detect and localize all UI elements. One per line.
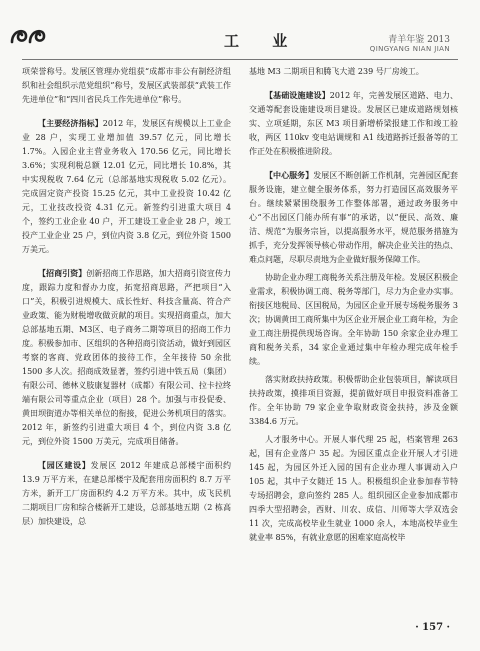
paragraph: 人才服务中心。开展人事代理 25 起，档案管理 263 起，国有企业落户 35 起。为园区重点企业开展人才引进 145 起，为园区外迁入园的国有企业办理人事调动入户 105 起，其中子女随迁 15 人。积极组织企业参加春节特专场招聘会，意向签约 285 人。组织园区企业参加成都市四季大型招聘会，西财、川农、成信、川师等大学双选会 11 次，完成高校毕业生就业 1000 余人，本地高校毕业生就业率 85%，有就业意愿的困难家庭高校毕 — [249, 435, 458, 542]
paragraph: 【园区建设】发展区 2012 年建成总部楼宇面积约 13.9 万平方米，在建总部楼宇及配套用房面积约 8.7 万平方米，新开工厂房面积约 4.2 万平方米。其中，成飞民机二期项目厂房和综合楼新开工建设，总部基地五期（2 栋高层）加快建设，总 — [22, 461, 231, 526]
right-column — [249, 65, 458, 625]
page-number: · 157 · — [415, 622, 450, 633]
section-tag: 【招商引资】 — [38, 269, 87, 278]
section-title: 工 业 — [224, 32, 302, 50]
section-tag: 【中心服务】 — [265, 171, 314, 180]
section-tag: 【主要经济指标】 — [38, 119, 103, 128]
section-tag: 【基础设施建设】 — [265, 91, 330, 100]
paragraph: 【中心服务】发展区不断创新工作机制，完善园区配套服务设施，建立健全服务体系，努力打造园区高效服务平台。继续紧紧围绕服务工作整体部署，通过政务服务中心“不出园区门能办所有事”的承诺，以“便民、高效、廉洁、规范”为服务宗旨，以提高服务水平，规范服务措施为抓手，充分发挥领导核心带动作用，解决企业关注的热点、难点问题，尽职尽责地为企业做好服务保障工作。 — [249, 171, 459, 264]
paragraph: 落实财政扶持政策。积极帮助企业包装项目，解读项目扶持政策，摸排项目资源，提前做好项目申报资料准备工作。全年协助 79 家企业争取财政资金扶持，涉及金额 3384.6 万元。 — [249, 375, 458, 426]
paragraph: 【招商引资】创新招商工作思路，加大招商引资宣传力度，跟踪力度和督办力度，拓宽招商思路，严把项目“入口”关，积极引进规模大、成长性好、科技含量高、符合产业政策、能为财税增收做贡献的项目。实现招商重点，加大总部基地五期、M3区、电子商务二期等项目的招商工作力度。积极参加市、区组织的各种招商引资活动，做好到园区考察的客商、党政团体的接待工作，全年接待 50 余批 1500 多人次。招商成效显著，签约引进中铁五局（集团）有限公司、德林义肢康复器材（成都）有限公司、拉卡拉终端有限公司等重点企业（项目）28 个。加强与市投促委、黄田坝街道办等相关单位的衔接，促进公务机项目的落实。2012 年，新签约引进重大项目 4 个，到位内资 3.8 亿元，到位外资 1500 万美元，完成项目储备。 — [22, 269, 232, 446]
yearbook-title-en: QINGYANG NIAN JIAN — [369, 45, 450, 53]
body-columns — [22, 65, 458, 625]
left-column — [22, 65, 231, 625]
header-rule — [22, 59, 458, 60]
paragraph: 项荣誉称号。发展区管理办党组获“成都市非公有制经济组织和社会组织示范党组织”称号，发展区武装部获“武装工作先进单位”和“四川省民兵工作先进单位”称号。 — [22, 67, 231, 104]
swirl-logo-icon — [8, 22, 50, 48]
section-tag: 【园区建设】 — [38, 461, 91, 470]
yearbook-title: 青羊年鉴 2013 — [388, 35, 450, 45]
paragraph: 【基础设施建设】2012 年，完善发展区道路、电力、交通等配套设施建设项目建设。发展区已建成道路规划核实、立项延期，东区 M3 项目新增桥梁报建工作和竣工验收，两区 110kv 变电站调规和 A1 线道路拆迁报备等的工作正处在积极推进阶段。 — [249, 91, 458, 156]
page-header — [0, 0, 480, 62]
paragraph: 基地 M3 二期项目和腾飞大道 239 号厂房竣工。 — [249, 67, 424, 76]
paragraph: 【主要经济指标】2012 年，发展区有规模以上工业企业 28 户，实现工业增加值 39.57 亿元，同比增长 1.7%。入园企业主营业务收入 170.56 亿元，同比增长 3.6%；实现利税总额 12.01 亿元，同比增长 10.8%，其中实现税收 7.64 亿元（总部基地实现税收 5.02 亿元）。完成固定资产投资 15.25 亿元，其中工业投资 10.42 亿元，工业技改投资 4.31 亿元。新签约引进重大项目 4 个，签约工业企业 40 户，开工建设工业企业 28 户，竣工投产工业企业 25 户，到位内资 3.8 亿元，到位外资 1500 万美元。 — [22, 119, 231, 254]
paragraph: 协助企业办理工商税务关系注册及年检。发展区积极企业需求，积极协调工商、税务等部门，尽力为企业办实事。衔接区地税局、区国税局，为园区企业开展专场税务服务 3 次；协调黄田工商所集中为区企业开展企业工商年检，为企业工商注册提供现场咨询。全年协助 150 余家企业办理工商和税务关系，34 家企业通过集中年检办理完成年检手续。 — [249, 273, 458, 366]
